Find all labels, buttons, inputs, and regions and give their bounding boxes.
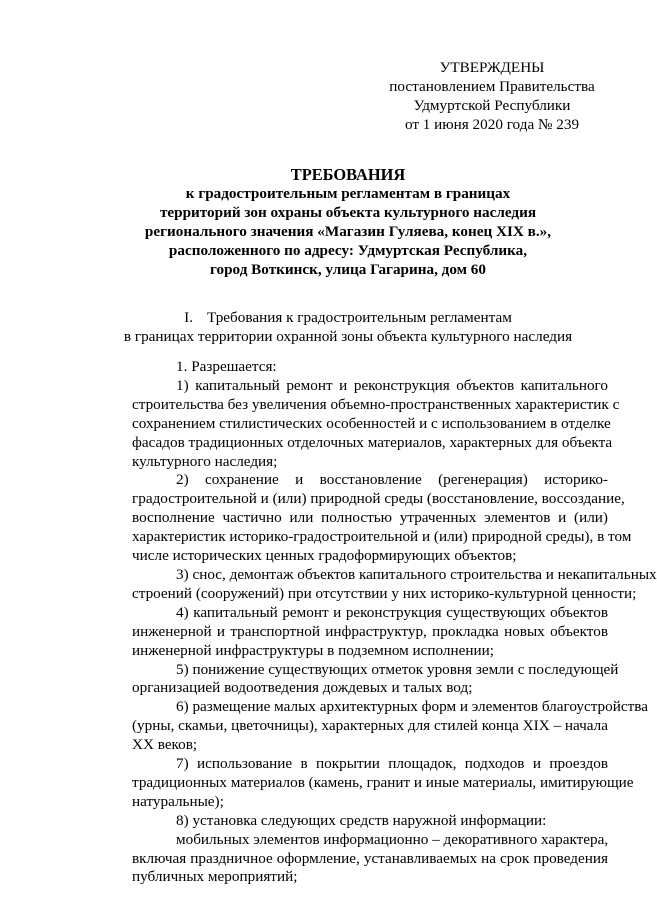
text-line: 8) установка следующих средств наружной информации: (176, 811, 547, 829)
title-line: город Воткинск, улица Гагарина, дом 60 (209, 261, 486, 278)
section-number: I. (184, 309, 194, 326)
paragraph-item-7 (88, 755, 634, 812)
text-line: 7) использование в покрытии площадок, подходов и проездов (176, 755, 608, 773)
document-title (88, 165, 608, 279)
text-line: числе исторических ценных градоформирующих объектов; (132, 547, 517, 565)
text-line: XX веков; (132, 736, 198, 754)
text-line: культурного наследия; (132, 452, 278, 470)
text-line: инженерной и транспортной инфраструктур, прокладка новых объектов (132, 622, 608, 640)
approval-line: Удмуртской Республики (413, 97, 571, 114)
text-line: 5) понижение существующих отметок уровня земли с последующей (176, 660, 619, 678)
text-line: традиционных материалов (камень, гранит и иные материалы, имитирующие (132, 773, 634, 791)
paragraph-item-1 (88, 376, 620, 472)
text-line: фасадов традиционных отделочных материалов, характерных для объекта (132, 433, 613, 451)
text-line: градостроительной и (или) природной среды (восстановление, воссоздание, (132, 490, 625, 508)
section-heading-line: в границах территории охранной зоны объекта культурного наследия (123, 328, 573, 345)
title-line: к градостроительным регламентам в границах (185, 185, 511, 202)
paragraph-mobile-elements (88, 831, 608, 888)
text-line: 6) размещение малых архитектурных форм и элементов благоустройства (176, 698, 648, 716)
title-line: расположенного по адресу: Удмуртская Республика, (168, 242, 528, 259)
text-line: 3) снос, демонтаж объектов капитального строительства и некапитальных (176, 565, 657, 583)
text-line: (урны, скамьи, цветочницы), характерных для стилей конца XIX – начала (132, 717, 608, 735)
text-line: 4) капитальный ремонт и реконструкция существующих объектов (176, 603, 608, 621)
paragraph-item-6 (88, 698, 648, 755)
paragraph-item-2 (88, 471, 632, 566)
text-line: организацией водоотведения дождевых и талых вод; (132, 679, 473, 697)
section-title: Требования к градостроительным регламентам (207, 309, 512, 326)
text-line: 1. Разрешается: (176, 358, 277, 375)
paragraph-item-3 (88, 565, 657, 604)
paragraph-permitted (88, 358, 608, 377)
text-line: строений (сооружений) при отсутствии у них историко-культурной ценности; (132, 584, 637, 602)
paragraph-item-4 (88, 604, 608, 661)
text-line: характеристик историко-градостроительной и (или) природной среды), в том (132, 528, 632, 546)
text-line: сохранением стилистических особенностей и с использованием в отделке (132, 414, 611, 432)
approval-stamp (376, 58, 608, 134)
text-line: мобильных элементов информационно – декоративного характера, (176, 830, 609, 848)
approval-date: от 1 июня 2020 года № 239 (404, 116, 580, 133)
title-line: регионального значения «Магазин Гуляева, конец XIX в.», (144, 223, 552, 240)
text-line: натуральные); (132, 792, 224, 810)
section-heading (88, 308, 608, 346)
paragraph-item-5 (88, 660, 619, 699)
approval-heading: УТВЕРЖДЕНЫ (439, 59, 545, 76)
text-line: инженерной инфраструктуры в подземном исполнении; (132, 641, 494, 659)
paragraph-item-8 (88, 812, 608, 831)
text-line: публичных мероприятий; (132, 868, 298, 886)
text-line: 1) капитальный ремонт и реконструкция объектов капитального (176, 376, 608, 394)
text-line: 2) сохранение и восстановление (регенерация) историко- (176, 471, 608, 489)
approval-line: постановлением Правительства (389, 78, 595, 95)
section-heading-line (88, 308, 608, 327)
text-line: восполнение частично или полностью утраченных элементов и (или) (132, 509, 608, 527)
document-body (88, 358, 657, 887)
text-line: строительства без увеличения объемно-пространственных характеристик с (132, 395, 620, 413)
text-line: включая праздничное оформление, устанавливаемых на срок проведения (132, 849, 608, 867)
title-main: ТРЕБОВАНИЯ (290, 165, 406, 184)
title-line: территорий зон охраны объекта культурного наследия (159, 204, 537, 221)
